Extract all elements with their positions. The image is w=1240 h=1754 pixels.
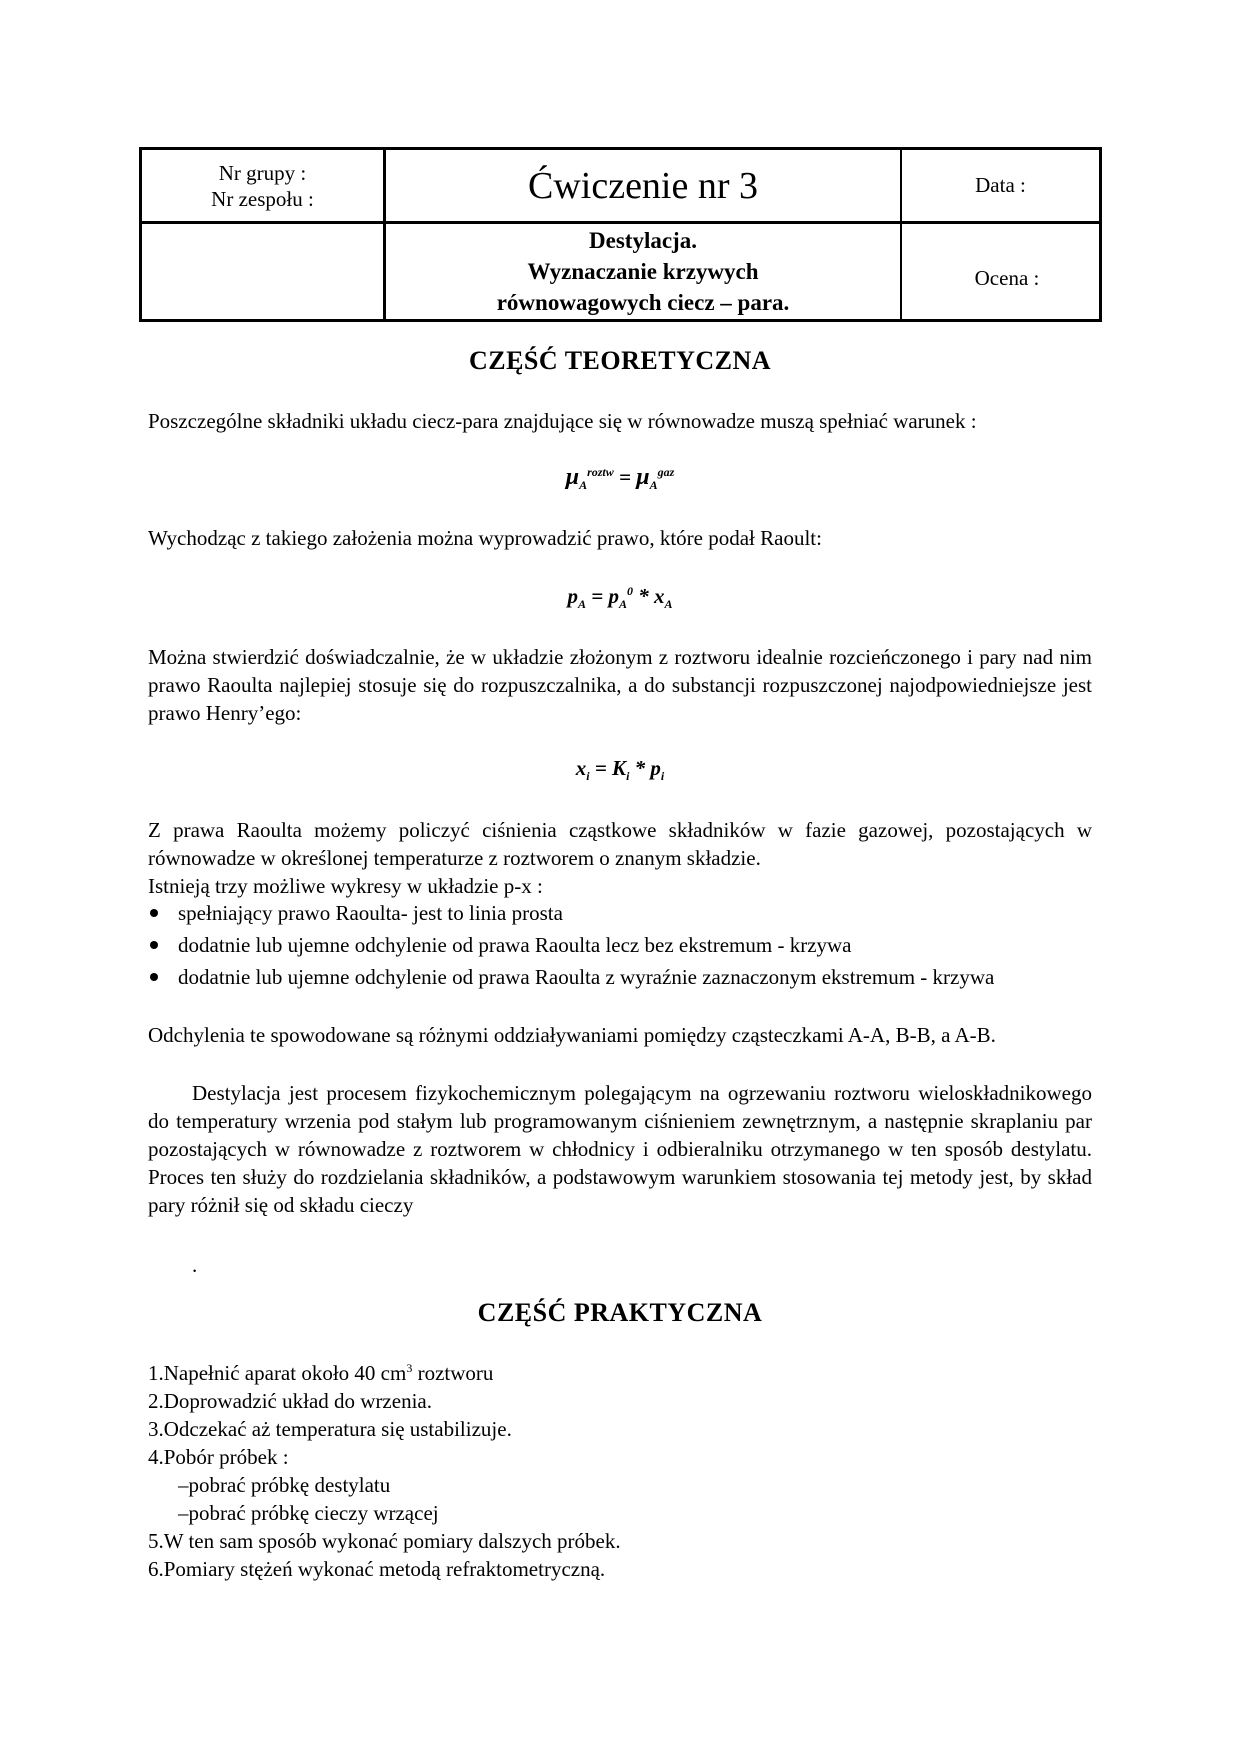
stray-dot: .: [192, 1253, 198, 1277]
step-subitem: –pobrać próbkę destylatu: [178, 1473, 391, 1497]
date-label: Data :: [975, 173, 1026, 197]
grade-label: Ocena :: [974, 266, 1040, 290]
distillation-paragraph: Destylacja jest procesem fizykochemicznym polegającym na ogrzewaniu roztworu wieloskładnikowego do temperatury wrzenia pod stałym lub programowanym ciśnieniem zewnętrznym, a następnie skraplaniu par pozostających w równowadze z roztworem w chłodnicy i odbieralniku otrzymanego w ten sposób destylatu. Proces ten służy do rozdzielania składników, a podstawowym warunkiem stosowania tej metody jest, by skład pary różnił się od składu cieczy: [148, 1081, 1092, 1217]
deviation-paragraph: Odchylenia te spowodowane są różnymi oddziaływaniami pomiędzy cząsteczkami A-A, B-B, a A-B.: [148, 1023, 996, 1047]
empty-cell: [142, 224, 383, 319]
section-heading-theory: CZĘŚĆ TEORETYCZNA: [468, 346, 772, 375]
formula-henry: $x_i = K_i * p_i$: [575, 756, 665, 784]
team-label: Nr zespołu :: [211, 186, 314, 211]
plot-types-list: [148, 899, 1092, 995]
header-table: [139, 147, 1102, 322]
subtitle-line: Wyznaczanie krzywych: [527, 259, 759, 284]
section-heading-practice: CZĘŚĆ PRAKTYCZNA: [477, 1298, 763, 1327]
list-item: spełniający prawo Raoulta- jest to linia prosta: [148, 899, 1092, 927]
henry-paragraph: Można stwierdzić doświadczalnie, że w układzie złożonym z roztworu idealnie rozcieńczonego i pary nad nim prawo Raoulta najlepiej stosuje się do rozpuszczalnika, a do substancji rozpuszczonej najodpowiedniejsze jest prawo Henry’ego:: [148, 645, 1092, 725]
step-item: 5.W ten sam sposób wykonać pomiary dalszych próbek.: [148, 1529, 621, 1553]
subtitle-line: Destylacja.: [589, 228, 697, 253]
subtitle-line: równowagowych ciecz – para.: [496, 290, 790, 315]
list-item: dodatnie lub ujemne odchylenie od prawa Raoulta z wyraźnie zaznaczonym ekstremum - krzywa: [148, 963, 1092, 991]
raoult-intro: Wychodząc z takiego założenia można wyprowadzić prawo, które podał Raoult:: [148, 526, 822, 550]
step-item: 4.Pobór próbek :: [148, 1445, 289, 1469]
procedure-steps: [148, 1359, 1092, 1583]
partial-pressure-paragraph: Z prawa Raoulta możemy policzyć ciśnienia cząstkowe składników w fazie gazowej, pozostających w równowadze w określonej temperaturze z roztworem o znanym składzie.: [148, 818, 1092, 870]
step-item: 3.Odczekać aż temperatura się ustabilizuje.: [148, 1417, 512, 1441]
group-team-cell: [142, 150, 383, 221]
step-item: 2.Doprowadzić układ do wrzenia.: [148, 1389, 432, 1413]
exercise-subtitle: [386, 224, 900, 319]
group-label: Nr grupy :: [218, 160, 307, 185]
list-item: dodatnie lub ujemne odchylenie od prawa Raoulta lecz bez ekstremum - krzywa: [148, 931, 1092, 959]
step-subitem: –pobrać próbkę cieczy wrzącej: [178, 1501, 439, 1525]
step-item: 6.Pomiary stężeń wykonać metodą refraktometryczną.: [148, 1557, 606, 1581]
intro-paragraph: Poszczególne składniki układu ciecz-para znajdujące się w równowadze muszą spełniać warunek :: [148, 409, 977, 433]
charts-intro: Istnieją trzy możliwe wykresy w układzie p-x :: [148, 874, 543, 898]
exercise-title: Ćwiczenie nr 3: [527, 164, 759, 207]
formula-raoult: $p_A = p_A^0 * x_A$: [567, 584, 673, 612]
formula-chemical-potential: $\mu_A^{roztw} = \mu_A^{gaz}$: [565, 464, 675, 493]
step-item: 1.Napełnić aparat około 40 $cm^3$ roztworu: [148, 1361, 494, 1385]
